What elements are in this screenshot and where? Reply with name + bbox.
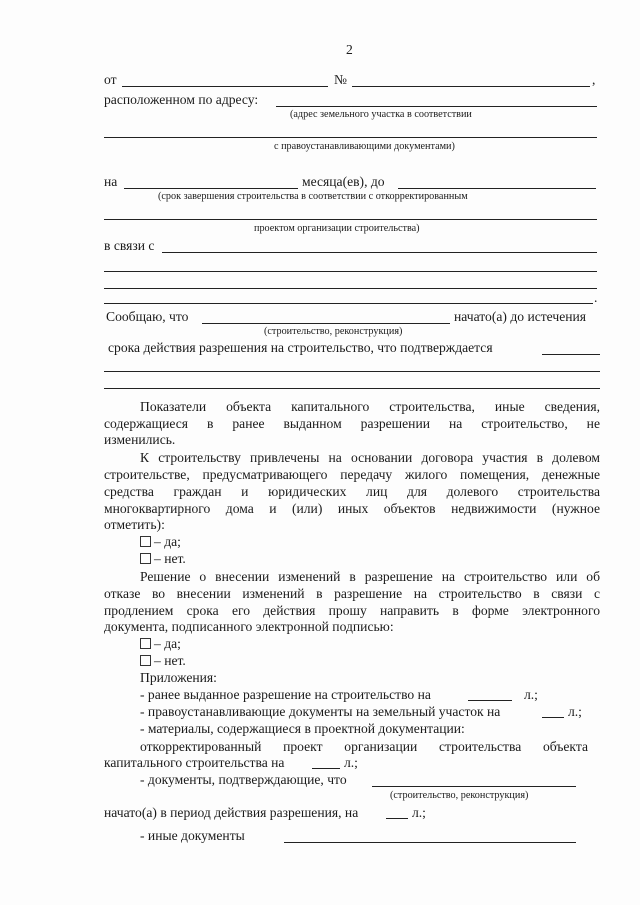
address-field[interactable]: [276, 106, 597, 107]
checkbox-icon[interactable]: [140, 553, 151, 564]
attachment-4-label: - документы, подтверждающие, что: [140, 772, 347, 787]
from-field[interactable]: [122, 86, 328, 87]
notice-kind-field[interactable]: [202, 323, 450, 324]
paragraph-1-line-3: изменились.: [104, 432, 176, 447]
option-no-label: – нет.: [154, 551, 186, 566]
paragraph-3-line-1: Решение о внесении изменений в разрешение на строительство или об: [140, 569, 600, 584]
notice-confirm-field[interactable]: [542, 354, 600, 355]
paragraph-2-line-5: отметить):: [104, 517, 165, 532]
paragraph-2-line-2: строительстве, предусматривающего передачу жилого помещения, денежные: [104, 467, 600, 482]
attachment-2-suffix: л.;: [568, 704, 582, 719]
reason-field-4[interactable]: [104, 303, 593, 304]
paragraph-2-line-4: многоквартирного дома и (или) иных объектов недвижимости (нужное: [104, 501, 600, 516]
term-hint-1: (срок завершения строительства в соответствии с откорректированным: [158, 191, 468, 202]
attachment-3-suffix: л.;: [344, 755, 358, 770]
number-sign: №: [334, 72, 347, 87]
attachment-4-kind-field[interactable]: [372, 786, 576, 787]
attachment-2-pages-field[interactable]: [542, 717, 564, 718]
term-field-2[interactable]: [104, 219, 597, 220]
term-date-field[interactable]: [398, 188, 596, 189]
checkbox-icon[interactable]: [140, 536, 151, 547]
number-field[interactable]: [352, 86, 590, 87]
attachment-3-label: - материалы, содержащиеся в проектной документации:: [140, 721, 465, 736]
paragraph-2-line-3: средства граждан и юридических лиц для долевого строительства: [104, 484, 600, 499]
attachment-4-cont: начато(а) в период действия разрешения, на: [104, 805, 359, 820]
option-no-label: – нет.: [154, 653, 186, 668]
comma: ,: [592, 72, 596, 87]
address-hint-2: с правоустанавливающими документами): [274, 141, 455, 152]
paragraph-3-line-3: продлением срока его действия прошу направить в форме электронного: [104, 603, 600, 618]
paragraph-1-line-2: содержащиеся в ранее выданном разрешении на строительство, не: [104, 416, 600, 431]
address-hint-1: (адрес земельного участка в соответствии: [290, 109, 472, 120]
checkbox-icon[interactable]: [140, 638, 151, 649]
term-hint-2: проектом организации строительства): [254, 223, 420, 234]
address-field-2[interactable]: [104, 137, 597, 138]
reason-field-3[interactable]: [104, 288, 597, 289]
reason-label: в связи с: [104, 238, 155, 253]
reason-field-2[interactable]: [104, 271, 597, 272]
paragraph-3-line-2: отказе во внесении изменений в разрешение на строительство в связи с: [104, 586, 600, 601]
option-yes-label: – да;: [154, 534, 181, 549]
paragraph-1-line-1: Показатели объекта капитального строительства, иные сведения,: [140, 399, 600, 414]
notice-confirm-field-3[interactable]: [104, 388, 600, 389]
attachment-5-field[interactable]: [284, 842, 576, 843]
term-on-label: на: [104, 174, 118, 189]
attachment-5-label: - иные документы: [140, 828, 245, 843]
term-months-label: месяца(ев), до: [302, 174, 385, 189]
reason-period: .: [594, 290, 598, 305]
attachment-1-pages-field[interactable]: [468, 700, 512, 701]
attachment-2-label: - правоустанавливающие документы на земельный участок на: [140, 704, 501, 719]
attachment-3-detail: откорректированный проект организации строительства объекта: [140, 739, 588, 754]
attachment-1-label: - ранее выданное разрешение на строительство на: [140, 687, 431, 702]
address-label: расположенном по адресу:: [104, 92, 259, 107]
checkbox-icon[interactable]: [140, 655, 151, 666]
attachment-3-pages-field[interactable]: [312, 768, 340, 769]
attachment-1-suffix: л.;: [524, 687, 538, 702]
notice-validity: срока действия разрешения на строительство, что подтверждается: [108, 340, 493, 355]
notice-started: начато(а) до истечения: [454, 309, 587, 324]
option-no-1[interactable]: [140, 551, 186, 567]
notice-kind-hint: (строительство, реконструкция): [264, 326, 403, 337]
option-yes-label: – да;: [154, 636, 181, 651]
attachment-3-detail-2: капитального строительства на: [104, 755, 285, 770]
attachments-title: Приложения:: [140, 670, 217, 685]
option-no-2[interactable]: [140, 653, 186, 669]
attachment-4-pages-field[interactable]: [386, 818, 408, 819]
paragraph-3-line-4: документа, подписанного электронной подписью:: [104, 619, 394, 634]
reason-field-1[interactable]: [162, 252, 597, 253]
option-yes-1[interactable]: [140, 534, 181, 550]
term-months-field[interactable]: [124, 188, 298, 189]
notice-confirm-field-2[interactable]: [104, 371, 600, 372]
paragraph-2-line-1: К строительству привлечены на основании договора участия в долевом: [140, 450, 600, 465]
page-number: 2: [346, 42, 353, 57]
attachment-4-suffix: л.;: [412, 805, 426, 820]
from-label: от: [104, 72, 117, 87]
attachment-4-hint: (строительство, реконструкция): [390, 790, 529, 801]
notice-label: Сообщаю, что: [106, 309, 189, 324]
option-yes-2[interactable]: [140, 636, 181, 652]
